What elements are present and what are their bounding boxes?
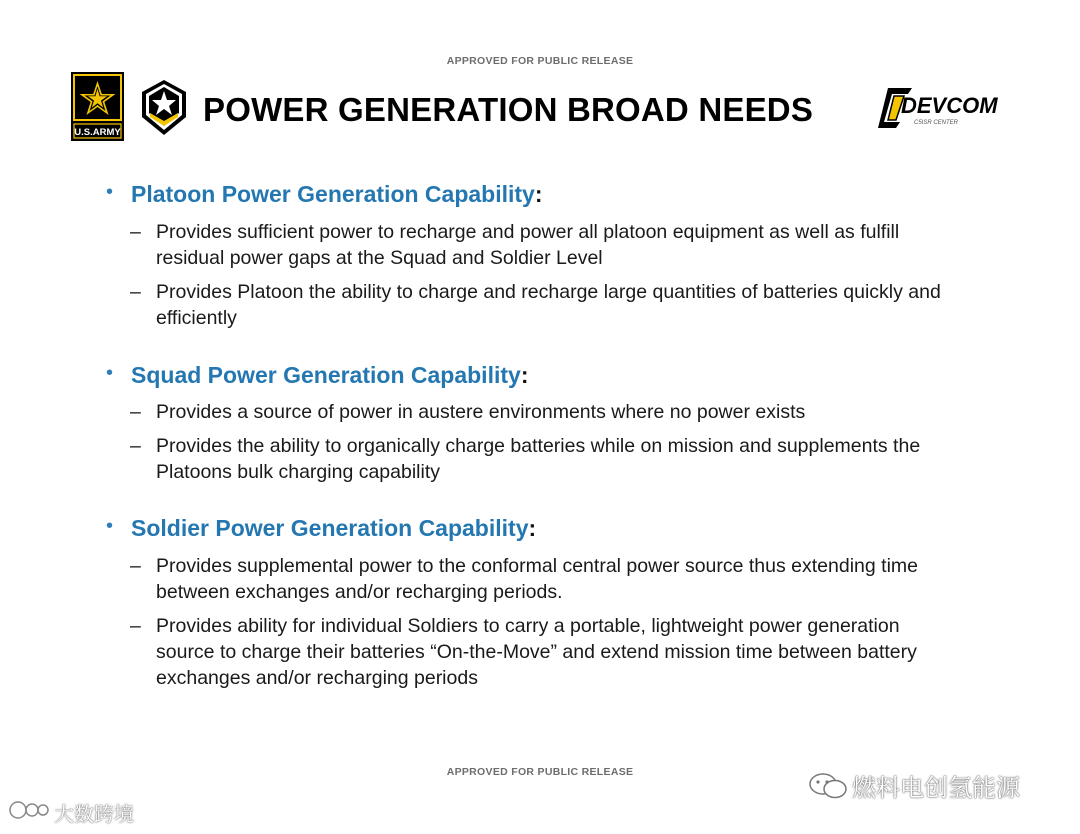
- devcom-sub-text: C5ISR CENTER: [914, 120, 959, 126]
- dash-icon: –: [130, 555, 141, 577]
- dash-icon: –: [130, 221, 141, 243]
- devcom-logo-text: DEVCOM: [901, 93, 998, 118]
- section-title: Platoon Power Generation Capability: [131, 181, 535, 207]
- dash-icon: –: [130, 401, 141, 423]
- devcom-logo-icon: [874, 84, 1012, 132]
- dash-icon: –: [130, 435, 141, 457]
- dash-icon: –: [130, 615, 141, 637]
- bullet-dot-icon: •: [106, 181, 114, 203]
- page-title: POWER GENERATION BROAD NEEDS: [203, 91, 814, 128]
- bullet-dot-icon: •: [106, 515, 114, 537]
- army-logo-text: U.S.ARMY: [74, 127, 121, 138]
- watermark-right: 燃料电创氢能源: [808, 768, 1020, 808]
- dash-icon: –: [130, 281, 141, 303]
- wechat-icon: [808, 771, 852, 808]
- watermark-logo-icon: [8, 799, 54, 827]
- release-notice-bottom: APPROVED FOR PUBLIC RELEASE: [446, 766, 634, 778]
- army-star-logo-icon: [71, 72, 124, 141]
- section-title: Squad Power Generation Capability: [131, 362, 521, 388]
- watermark-left: 大数跨境: [8, 798, 134, 827]
- futures-command-logo-icon: [141, 79, 187, 136]
- release-notice-top: APPROVED FOR PUBLIC RELEASE: [446, 55, 634, 67]
- section-title: Soldier Power Generation Capability: [131, 515, 529, 541]
- bullet-dot-icon: •: [106, 362, 114, 384]
